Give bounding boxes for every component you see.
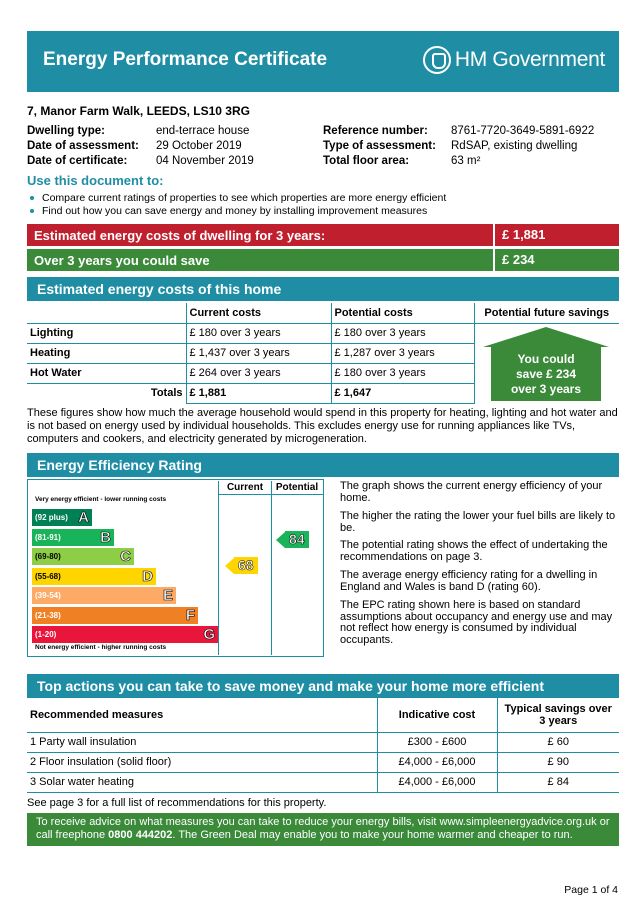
rating-note: The graph shows the current energy efficiency of your home. [340, 480, 603, 504]
potential-rating-value: 84 [285, 531, 309, 548]
assessment-date-value: 29 October 2019 [156, 140, 242, 152]
floor-area-label: Total floor area: [323, 155, 410, 167]
assessment-type-value: RdSAP, existing dwelling [451, 140, 578, 152]
table-header: Potential costs [331, 303, 474, 323]
band-range: (92 plus) [35, 513, 68, 522]
list-item: Find out how you can save energy and money by installing improvement measures [30, 204, 446, 217]
future-savings-text: You could save £ 234 over 3 years [491, 347, 601, 401]
table-header: Current costs [186, 303, 331, 323]
actions-section-title: Top actions you can take to save money and make your home more efficient [37, 678, 544, 694]
band-range: (69-80) [35, 552, 61, 561]
table-row: Hot Water £ 264 over 3 years £ 180 over 3 years [27, 363, 619, 383]
rating-band-g [32, 626, 218, 643]
rating-section-title: Energy Efficiency Rating [37, 457, 202, 473]
band-letter: F [185, 606, 195, 624]
table-row: Heating £ 1,437 over 3 years £ 1,287 over 3 years [27, 343, 619, 363]
rating-section-header [27, 453, 619, 477]
dwelling-type-value: end-terrace house [156, 125, 250, 137]
royal-crest-icon [423, 46, 451, 74]
rating-band-b [32, 529, 114, 546]
divider [218, 481, 219, 655]
table-header: Recommended measures [27, 698, 377, 732]
estimated-cost-label: Estimated energy costs of dwelling for 3 years: [34, 228, 326, 243]
rating-top-label: Very energy efficient - lower running costs [35, 496, 167, 503]
freephone-number: 0800 444202 [108, 829, 173, 841]
bullet-icon [30, 196, 34, 200]
divider [218, 494, 324, 495]
band-range: (21-38) [35, 610, 61, 620]
band-letter: G [203, 626, 215, 643]
costs-section-title: Estimated energy costs of this home [37, 281, 282, 297]
use-document-title: Use this document to: [27, 173, 164, 188]
certificate-title: Energy Performance Certificate [43, 49, 328, 70]
reference-number-value: 8761-7720-3649-5891-6922 [451, 125, 595, 137]
band-letter: B [100, 528, 111, 546]
totals-row: Totals £ 1,881 £ 1,647 [27, 383, 619, 403]
table-row: Lighting £ 180 over 3 years £ 180 over 3 years [27, 323, 619, 343]
rating-band-f [32, 607, 198, 624]
band-letter: E [162, 587, 173, 604]
potential-saving-label: Over 3 years you could save [34, 253, 210, 268]
band-letter: D [142, 567, 153, 585]
rating-band-e [32, 587, 176, 604]
certificate-header [27, 31, 619, 92]
current-column-header: Current [226, 482, 264, 493]
potential-column-header: Potential [275, 482, 319, 493]
rating-band-d [32, 568, 156, 585]
hm-government-label: HM Government [454, 48, 605, 71]
table-row: 2 Floor insulation (solid floor) £4,000 - £6,000 £ 90 [27, 752, 619, 772]
band-letter: A [78, 509, 89, 526]
assessment-date-label: Date of assessment: [27, 140, 139, 152]
page-number: Page 1 of 4 [564, 884, 618, 896]
band-range: (81-91) [35, 532, 61, 542]
current-rating-pointer [225, 557, 258, 574]
divider [271, 481, 272, 655]
list-item: Compare current ratings of properties to see which properties are more energy efficient [30, 191, 446, 204]
potential-saving-value: £ 234 [493, 249, 535, 271]
band-range: (1-20) [35, 630, 57, 639]
rating-note: The higher the rating the lower your fuel bills are likely to be. [340, 510, 616, 534]
table-row: 3 Solar water heating £4,000 - £6,000 £ 84 [27, 772, 619, 792]
table-header: Typical savings over 3 years [497, 698, 619, 732]
rating-note: The average energy efficiency rating for a dwelling in England and Wales is band D (rating 60). [340, 569, 598, 593]
assessment-type-label: Type of assessment: [323, 140, 436, 152]
actions-table [27, 698, 619, 793]
costs-section-header [27, 277, 619, 301]
table-row: 1 Party wall insulation £300 - £600 £ 60 [27, 732, 619, 752]
estimated-cost-value: £ 1,881 [493, 224, 545, 246]
certificate-date-label: Date of certificate: [27, 155, 128, 167]
certificate-date-value: 04 November 2019 [156, 155, 254, 167]
band-letter: C [120, 548, 131, 565]
table-header: Indicative cost [377, 698, 497, 732]
property-address: 7, Manor Farm Walk, LEEDS, LS10 3RG [27, 104, 250, 118]
band-range: (55-68) [35, 571, 61, 581]
estimated-cost-bar [27, 224, 619, 246]
advice-footer: To receive advice on what measures you can take to reduce your energy bills, visit www.simpleenergyadvice.org.uk or call freephone 0800 444202. The Green Deal may enable you to make your home warmer and cheaper to run. [27, 813, 619, 846]
use-document-list [30, 191, 446, 217]
potential-saving-bar [27, 249, 619, 271]
table-header-row [27, 303, 619, 323]
house-roof-icon [483, 327, 609, 347]
dwelling-type-label: Dwelling type: [27, 125, 105, 137]
rating-band-a [32, 509, 92, 526]
rating-bottom-label: Not energy efficient - higher running costs [35, 644, 167, 651]
floor-area-value: 63 m² [451, 155, 481, 167]
see-page-note: See page 3 for a full list of recommendations for this property. [27, 797, 327, 809]
band-range: (39-54) [35, 591, 61, 600]
rating-note: The potential rating shows the effect of undertaking the recommendations on page 3. [340, 539, 608, 563]
potential-rating-pointer [276, 531, 309, 548]
actions-section-header [27, 674, 619, 698]
energy-rating-chart [27, 479, 324, 657]
table-header: Potential future savings [474, 303, 619, 323]
future-savings-house [483, 327, 609, 401]
table-header [27, 303, 186, 323]
rating-band-c [32, 548, 134, 565]
table-header-row [27, 698, 619, 732]
reference-number-label: Reference number: [323, 125, 428, 137]
costs-explanation: These figures show how much the average household would spend in this property for heating, lighting and hot water and is not based on energy used by individual households. This excludes energy use for running appliances like TVs, computers and cookers, and electricity generated by microgeneration. [27, 407, 618, 445]
bullet-icon [30, 209, 34, 213]
rating-note: The EPC rating shown here is based on standard assumptions about occupancy and energy use and may not reflect how energy is consumed by individual occupants. [340, 599, 613, 646]
hm-government-logo [423, 46, 605, 74]
current-rating-value: 68 [234, 557, 258, 574]
